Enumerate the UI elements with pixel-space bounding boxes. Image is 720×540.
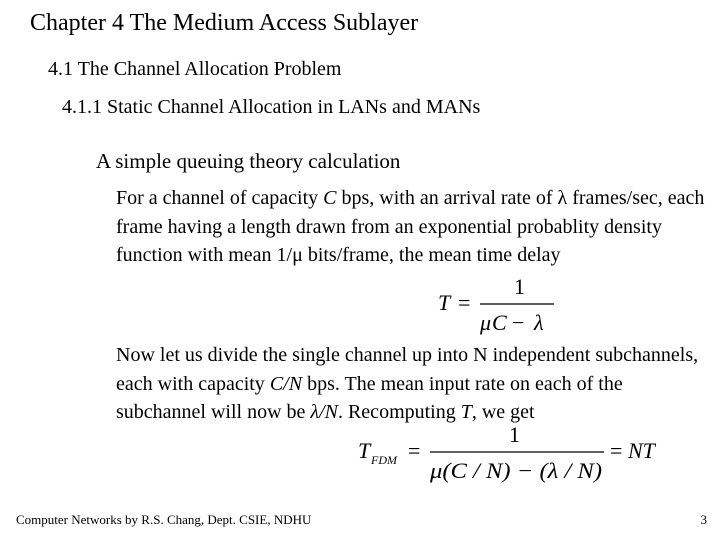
- delay-symbol: T: [460, 401, 472, 423]
- formula1-lhs: T: [438, 290, 451, 315]
- formula1-den-lambda: λ: [534, 310, 544, 335]
- paragraph-single-channel: [116, 184, 706, 270]
- formula2-equals: =: [408, 438, 421, 463]
- formula1-den-c: C: [492, 310, 507, 335]
- formula2-rhs: NT: [628, 438, 655, 463]
- formula2-equals-2: =: [610, 438, 623, 463]
- para2-text-4: , we get: [471, 401, 535, 423]
- subsection-heading: 4.1.1 Static Channel Allocation in LANs and MANs: [62, 96, 481, 118]
- slide-title: Chapter 4 The Medium Access Sublayer: [30, 10, 419, 36]
- capacity-symbol: C: [323, 187, 337, 209]
- formula1-den-mu: μ: [480, 310, 492, 335]
- para1-text-2: bps, with an arrival rate of: [336, 187, 558, 209]
- formula1-numerator: 1: [514, 274, 525, 299]
- formula2-subscript: FDM: [371, 453, 397, 467]
- para1-text-1: For a channel of capacity: [116, 187, 324, 209]
- topic-heading: A simple queuing theory calculation: [96, 149, 401, 173]
- para2-text-3: . Recomputing: [337, 401, 461, 423]
- footer-credit: Computer Networks by R.S. Chang, Dept. CSIE, NDHU: [16, 512, 312, 527]
- page-number: 3: [700, 512, 707, 527]
- formula1-equals: =: [458, 290, 471, 315]
- para2-text-1: Now let us divide the single channel up into N independent subchannels, each with capacity: [116, 344, 699, 395]
- formula1-den-minus: −: [512, 310, 525, 335]
- formula2-denominator: μ(C / N) − (λ / N): [428, 458, 602, 483]
- formula2-numerator: 1: [509, 424, 520, 447]
- rate-per-subchannel: λ/N: [310, 401, 338, 423]
- section-heading: 4.1 The Channel Allocation Problem: [48, 58, 342, 80]
- para2-text-2: bps. The mean input rate on each of the subchannel will now be: [116, 372, 623, 423]
- formula2-lhs: T: [358, 438, 371, 463]
- para1-text-3: frames/sec, each frame having a length drawn from an exponential probablity density function with mean 1/: [116, 187, 705, 266]
- mean-delay-formula: [430, 270, 565, 340]
- fdm-delay-formula: [352, 424, 672, 492]
- mu-symbol: μ: [292, 244, 303, 266]
- lambda-symbol: λ: [557, 187, 568, 209]
- paragraph-fdm-subchannels: [116, 341, 706, 427]
- capacity-per-subchannel: C/N: [269, 372, 303, 395]
- para1-text-4: bits/frame, the mean time delay: [302, 244, 561, 266]
